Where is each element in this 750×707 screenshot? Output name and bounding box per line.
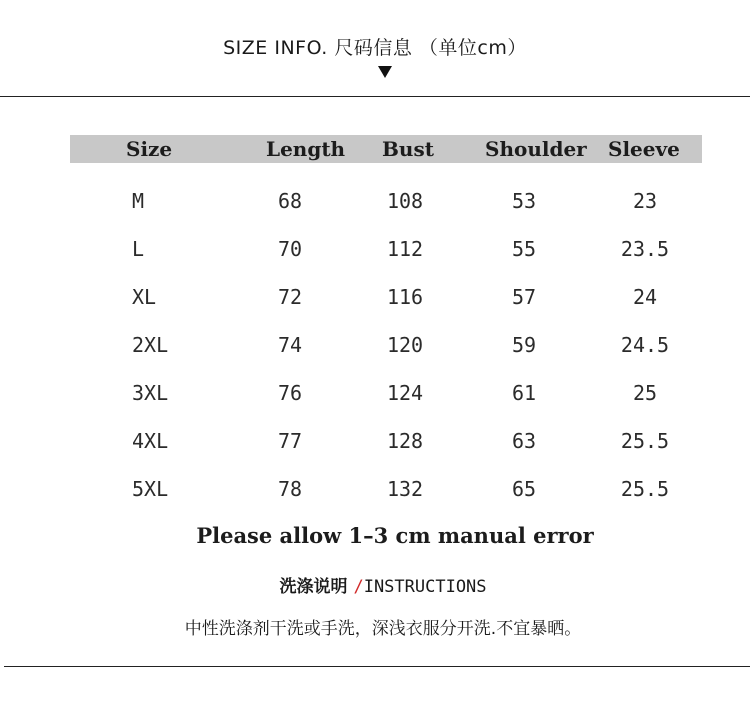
page-title: SIZE INFO. 尺码信息 （单位cm） [223, 37, 527, 59]
cell-shoulder: 57 [511, 285, 537, 309]
table-row [70, 273, 702, 321]
washing-title-en: INSTRUCTIONS [363, 577, 487, 597]
cell-size: 3XL [132, 381, 169, 405]
cell-sleeve: 25.5 [620, 429, 670, 453]
top-divider [0, 96, 750, 97]
cell-sleeve: 24 [632, 285, 658, 309]
column-header-bust: Bust [382, 137, 434, 161]
cell-bust: 116 [386, 285, 424, 309]
cell-sleeve: 24.5 [620, 333, 670, 357]
cell-sleeve: 25.5 [620, 477, 670, 501]
table-row [70, 177, 702, 225]
cell-shoulder: 65 [511, 477, 537, 501]
cell-length: 76 [277, 381, 303, 405]
cell-length: 74 [277, 333, 303, 357]
washing-title-cn: 洗涤说明 [279, 577, 348, 597]
table-row [70, 465, 702, 513]
table-row [70, 225, 702, 273]
column-header-size: Size [126, 137, 173, 161]
table-body [70, 177, 702, 513]
cell-shoulder: 59 [511, 333, 537, 357]
cell-shoulder: 61 [511, 381, 537, 405]
down-arrow-icon [378, 66, 392, 78]
cell-sleeve: 25 [632, 381, 658, 405]
cell-size: XL [132, 285, 157, 309]
title-slash: / [353, 577, 364, 597]
cell-length: 68 [277, 189, 303, 213]
cell-bust: 120 [386, 333, 424, 357]
table-header [70, 135, 702, 163]
cell-bust: 132 [386, 477, 424, 501]
cell-length: 72 [277, 285, 303, 309]
bottom-divider [4, 666, 750, 667]
column-header-sleeve: Sleeve [608, 137, 680, 161]
cell-sleeve: 23 [632, 189, 658, 213]
table-row [70, 321, 702, 369]
cell-size: 2XL [132, 333, 169, 357]
cell-length: 77 [277, 429, 303, 453]
cell-size: 5XL [132, 477, 169, 501]
cell-shoulder: 63 [511, 429, 537, 453]
cell-bust: 128 [386, 429, 424, 453]
cell-bust: 124 [386, 381, 424, 405]
table-row [70, 369, 702, 417]
column-header-shoulder: Shoulder [485, 137, 587, 161]
cell-length: 70 [277, 237, 303, 261]
cell-bust: 108 [386, 189, 424, 213]
cell-bust: 112 [386, 237, 424, 261]
measurement-error-note: Please allow 1–3 cm manual error [196, 523, 594, 548]
size-table [70, 135, 702, 513]
cell-size: 4XL [132, 429, 169, 453]
washing-instructions-text: 中性洗涤剂干洗或手洗，深浅衣服分开洗.不宜暴晒。 [184, 619, 582, 639]
cell-shoulder: 55 [511, 237, 537, 261]
cell-length: 78 [277, 477, 303, 501]
cell-shoulder: 53 [511, 189, 537, 213]
cell-size: M [132, 189, 145, 213]
cell-sleeve: 23.5 [620, 237, 670, 261]
table-row [70, 417, 702, 465]
cell-size: L [132, 237, 145, 261]
column-header-length: Length [266, 137, 346, 161]
washing-instructions-heading [0, 572, 750, 597]
